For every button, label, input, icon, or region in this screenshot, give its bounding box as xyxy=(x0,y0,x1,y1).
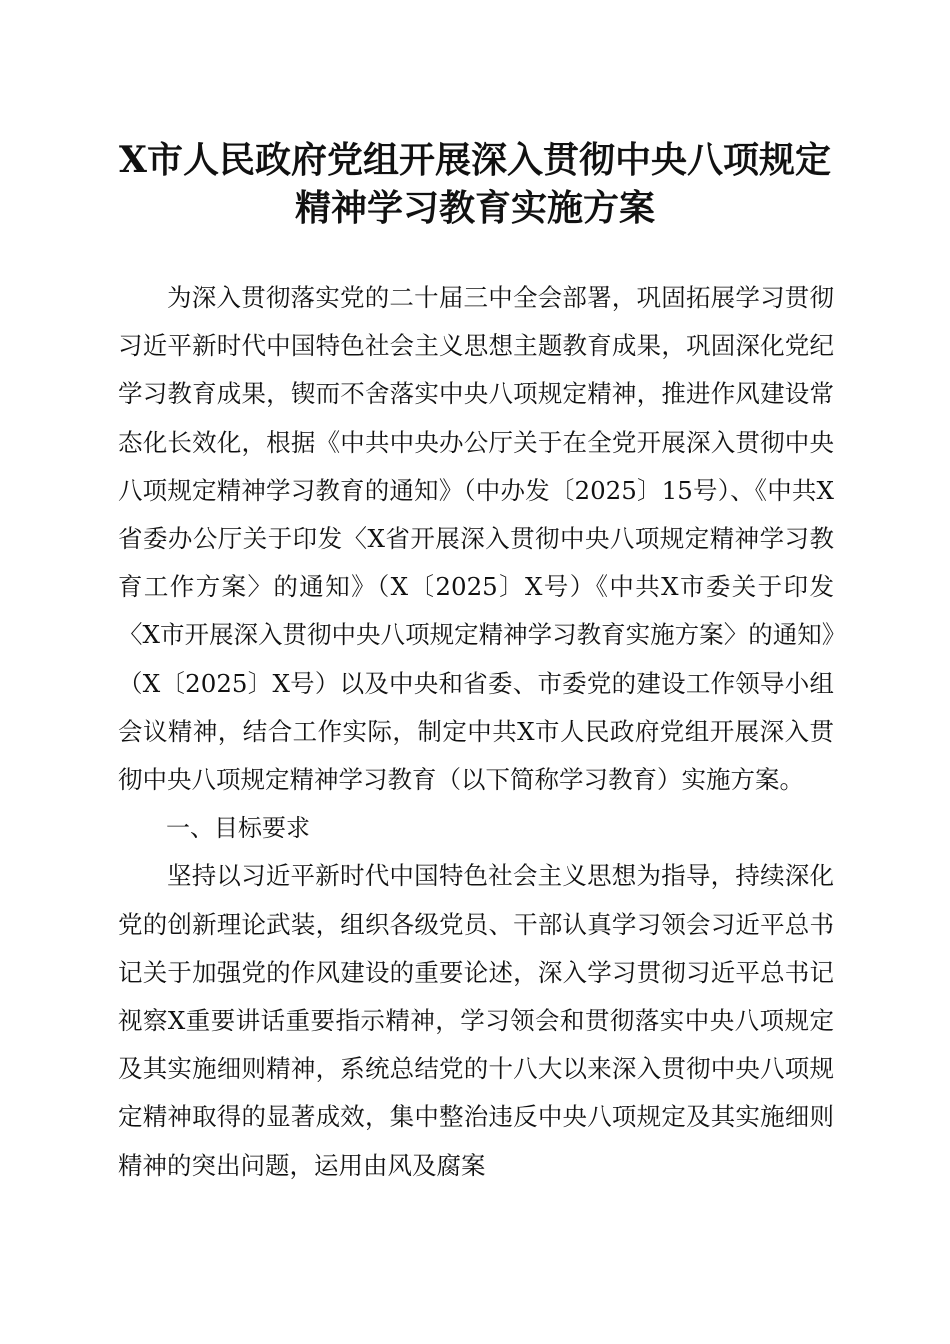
goals-paragraph: 坚持以习近平新时代中国特色社会主义思想为指导，持续深化党的创新理论武装，组织各级党员、干部认真学习领会习近平总书记关于加强党的作风建设的重要论述，深入学习贯彻习近平总书记视察X重要讲话重要指示精神，学习领会和贯彻落实中央八项规定及其实施细则精神，系统总结党的十八大以来深入贯彻中央八项规定精神取得的显著成效，集中整治违反中央八项规定及其实施细则精神的突出问题，运用由风及腐案 xyxy=(118,861,834,1180)
document-title-line-1: X市人民政府党组开展深入贯彻中央八项规定 xyxy=(119,139,831,181)
document-title-line-2: 精神学习教育实施方案 xyxy=(294,187,655,229)
intro-paragraph: 为深入贯彻落实党的二十届三中全会部署，巩固拓展学习贯彻习近平新时代中国特色社会主义思想主题教育成果，巩固深化党纪学习教育成果，锲而不舍落实中央八项规定精神，推进作风建设常态化长效化，根据《中共中央办公厅关于在全党开展深入贯彻中央八项规定精神学习教育的通知》（中办发〔2025〕15号）、《中共X省委办公厅关于印发〈X省开展深入贯彻中央八项规定精神学习教育工作方案〉的通知》（X〔2025〕X号）《中共X市委关于印发〈X市开展深入贯彻中央八项规定精神学习教育实施方案〉的通知》（X〔2025〕X号）以及中央和省委、市委党的建设工作领导小组会议精神，结合工作实际，制定中共X市人民政府党组开展深入贯彻中央八项规定精神学习教育（以下简称学习教育）实施方案。 xyxy=(118,283,834,795)
section-heading-goals: 一、目标要求 xyxy=(166,814,310,843)
document-body xyxy=(118,274,834,1190)
